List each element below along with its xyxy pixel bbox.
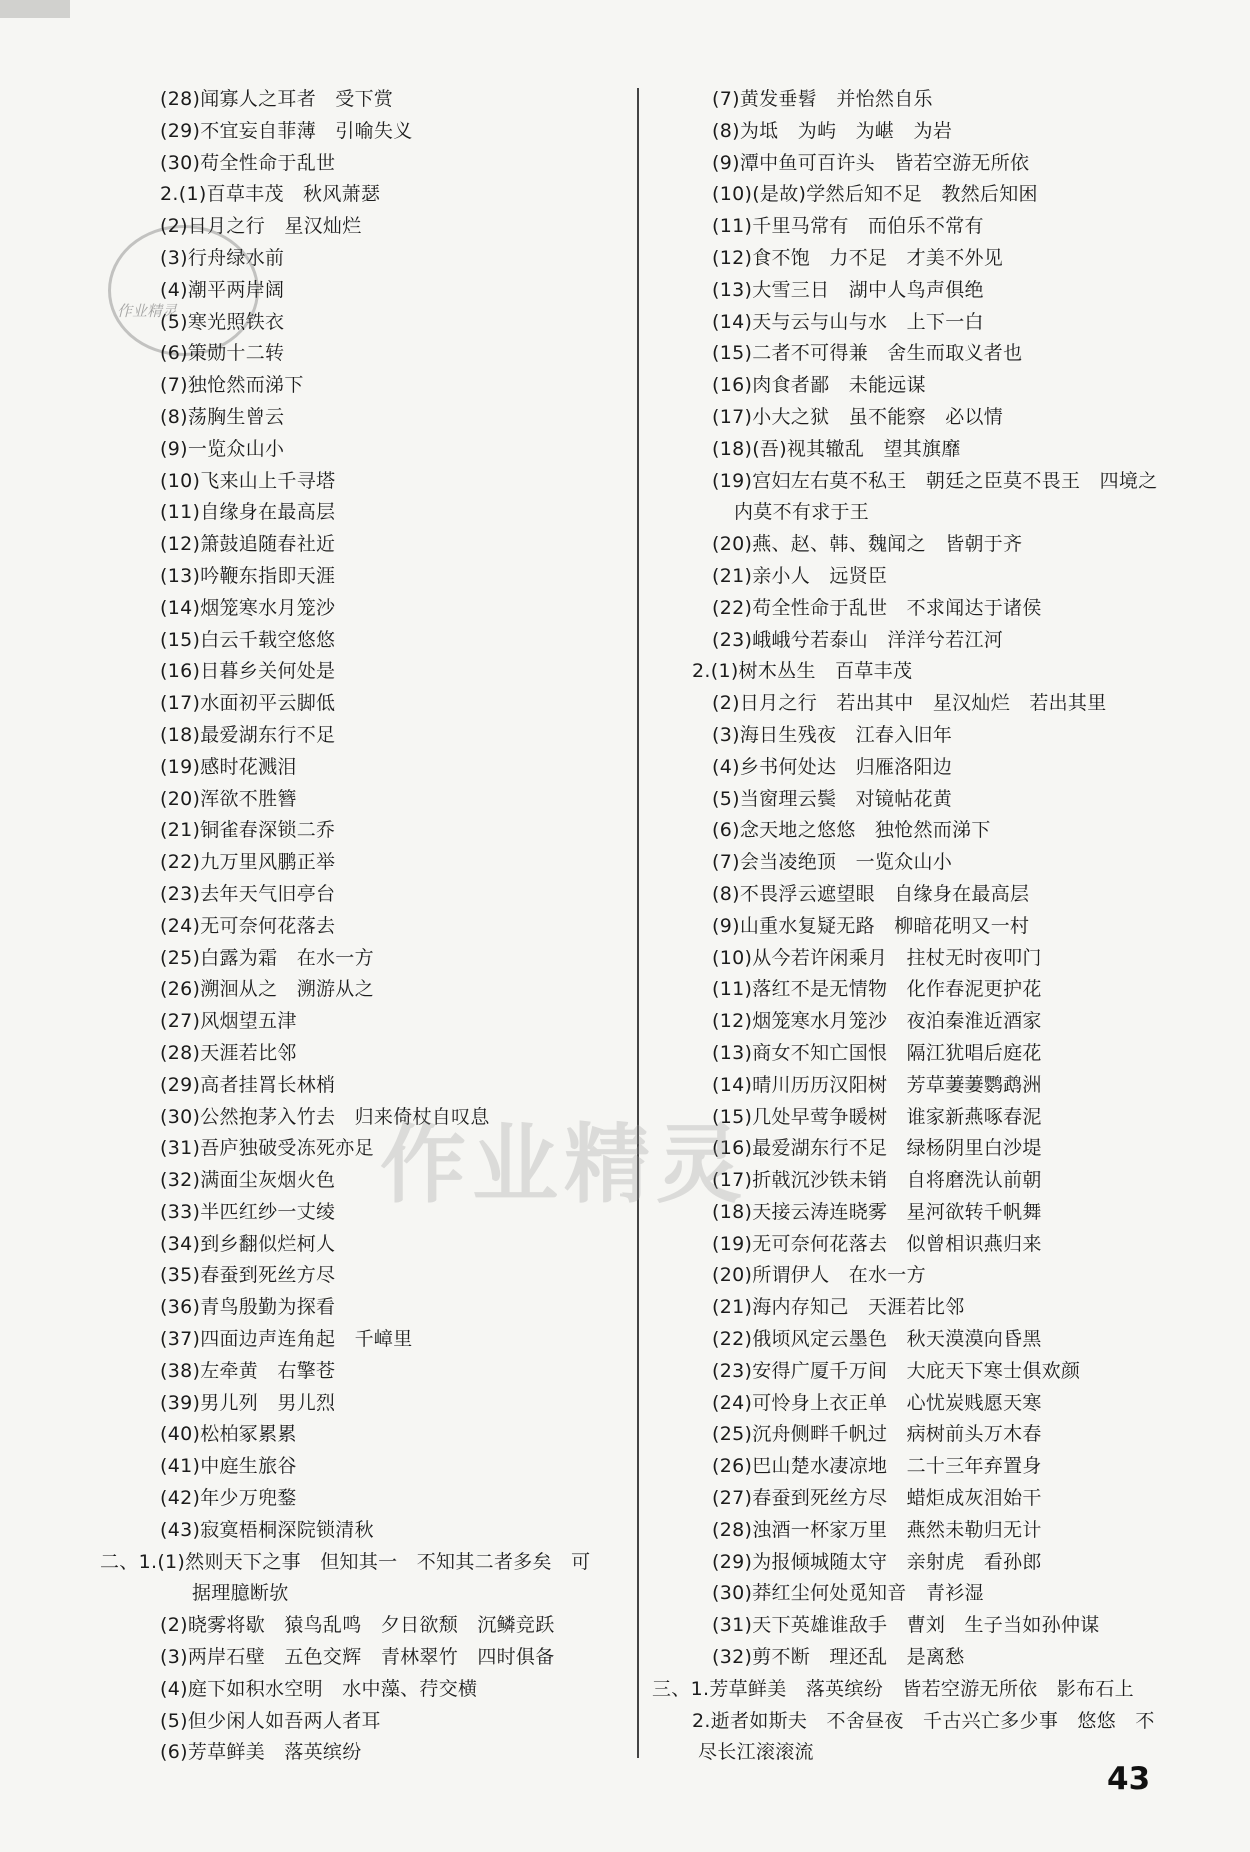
answer-line: (16)最爱湖东行不足 绿杨阴里白沙堤 bbox=[712, 1137, 1042, 1160]
answer-line: (9)潭中鱼可百许头 皆若空游无所依 bbox=[712, 151, 1030, 174]
answer-line: (18)天接云涛连晓雾 星河欲转千帆舞 bbox=[712, 1200, 1042, 1223]
answer-line: (26)溯洄从之 溯游从之 bbox=[160, 978, 374, 1001]
answer-line: (23)去年天气旧亭台 bbox=[160, 882, 336, 905]
answer-line: (10)飞来山上千寻塔 bbox=[160, 469, 336, 492]
answer-line: (3)海日生残夜 江春入旧年 bbox=[712, 723, 953, 746]
answer-line: (17)折戟沉沙铁未销 自将磨洗认前朝 bbox=[712, 1169, 1042, 1192]
answer-line: (4)庭下如积水空明 水中藻、荇交横 bbox=[160, 1677, 478, 1700]
page-number: 43 bbox=[1107, 1761, 1151, 1797]
answer-line: (14)晴川历历汉阳树 芳草萋萋鹦鹉洲 bbox=[712, 1073, 1042, 1096]
answer-line: (18)最爱湖东行不足 bbox=[160, 723, 336, 746]
answer-line: 三、1.芳草鲜美 落英缤纷 皆若空游无所依 影布石上 bbox=[652, 1677, 1134, 1700]
answer-line: (2)日月之行 星汉灿烂 bbox=[160, 215, 362, 238]
answer-line: (42)年少万兜鍪 bbox=[160, 1487, 297, 1510]
answer-line: (11)千里马常有 而伯乐不常有 bbox=[712, 215, 984, 238]
answer-line: (25)沉舟侧畔千帆过 病树前头万木春 bbox=[712, 1423, 1042, 1446]
answer-line: (18)(吾)视其辙乱 望其旗靡 bbox=[712, 437, 961, 460]
answer-line: (43)寂寞梧桐深院锁清秋 bbox=[160, 1518, 374, 1541]
answer-line: (7)会当凌绝顶 一览众山小 bbox=[712, 851, 953, 874]
answer-line: (30)苟全性命于乱世 bbox=[160, 151, 336, 174]
answer-line: (5)当窗理云鬓 对镜帖花黄 bbox=[712, 787, 953, 810]
stamp-logo-text: 作业精灵 bbox=[117, 302, 178, 320]
answer-line: (20)燕、赵、韩、魏闻之 皆朝于齐 bbox=[712, 533, 1023, 556]
answer-line: 2.(1)百草丰茂 秋风萧瑟 bbox=[160, 183, 381, 206]
answer-line: (21)铜雀春深锁二乔 bbox=[160, 819, 336, 842]
answer-line: (8)荡胸生曾云 bbox=[160, 405, 285, 428]
answer-line: (11)落红不是无情物 化作春泥更护花 bbox=[712, 978, 1042, 1001]
answer-line: (27)风烟望五津 bbox=[160, 1010, 297, 1033]
answer-line: 内莫不有求于王 bbox=[734, 501, 870, 524]
answer-line: (3)行舟绿水前 bbox=[160, 246, 285, 269]
answer-line: (26)巴山楚水凄凉地 二十三年弃置身 bbox=[712, 1455, 1042, 1478]
answer-line: (36)青鸟殷勤为探看 bbox=[160, 1296, 336, 1319]
answer-line: (33)半匹红纱一丈绫 bbox=[160, 1200, 336, 1223]
answer-line: (8)为坻 为屿 为嵁 为岩 bbox=[712, 119, 953, 142]
answer-line: (29)为报倾城随太守 亲射虎 看孙郎 bbox=[712, 1550, 1042, 1573]
answer-line: (4)乡书何处达 归雁洛阳边 bbox=[712, 755, 953, 778]
answer-line: (24)无可奈何花落去 bbox=[160, 914, 336, 937]
answer-line: (19)宫妇左右莫不私王 朝廷之臣莫不畏王 四境之 bbox=[712, 469, 1158, 492]
answer-line: 据理臆断欤 bbox=[192, 1582, 289, 1605]
answer-line: (22)苟全性命于乱世 不求闻达于诸侯 bbox=[712, 596, 1042, 619]
answer-line: (29)不宜妄自菲薄 引喻失义 bbox=[160, 119, 413, 142]
answer-line: (23)峨峨兮若泰山 洋洋兮若江河 bbox=[712, 628, 1004, 651]
answer-line: (23)安得广厦千万间 大庇天下寒士俱欢颜 bbox=[712, 1359, 1081, 1382]
answer-line: (5)寒光照铁衣 bbox=[160, 310, 285, 333]
answer-line: (40)松柏冢累累 bbox=[160, 1423, 297, 1446]
answer-line: (22)俄顷风定云墨色 秋天漠漠向昏黑 bbox=[712, 1328, 1042, 1351]
answer-line: (12)箫鼓追随春社近 bbox=[160, 533, 336, 556]
answer-line: (30)莽红尘何处觅知音 青衫湿 bbox=[712, 1582, 984, 1605]
answer-line: (25)白露为霜 在水一方 bbox=[160, 946, 374, 969]
answer-line: (9)山重水复疑无路 柳暗花明又一村 bbox=[712, 914, 1030, 937]
answer-line: (7)独怆然而涕下 bbox=[160, 374, 304, 397]
answer-line: (38)左牵黄 右擎苍 bbox=[160, 1359, 336, 1382]
answer-line: (27)春蚕到死丝方尽 蜡炬成灰泪始干 bbox=[712, 1487, 1042, 1510]
answer-line: (10)从今若许闲乘月 拄杖无时夜叩门 bbox=[712, 946, 1042, 969]
answer-line: (24)可怜身上衣正单 心忧炭贱愿天寒 bbox=[712, 1391, 1042, 1414]
answer-line: (10)(是故)学然后知不足 教然后知困 bbox=[712, 183, 1038, 206]
answer-line: (4)潮平两岸阔 bbox=[160, 278, 285, 301]
answer-line: (5)但少闲人如吾两人者耳 bbox=[160, 1709, 381, 1732]
answer-line: (35)春蚕到死丝方尽 bbox=[160, 1264, 336, 1287]
answer-line: 二、1.(1)然则天下之事 但知其一 不知其二者多矣 可 bbox=[100, 1550, 591, 1573]
watermark: 作业精灵 bbox=[380, 1115, 748, 1215]
answer-line: (30)公然抱茅入竹去 归来倚杖自叹息 bbox=[160, 1105, 490, 1128]
answer-line: 2.逝者如斯夫 不舍昼夜 千古兴亡多少事 悠悠 不 bbox=[692, 1709, 1155, 1732]
answer-line: (28)闻寡人之耳者 受下赏 bbox=[160, 88, 394, 110]
answer-line: (41)中庭生旅谷 bbox=[160, 1455, 297, 1478]
answer-line: 尽长江滚滚流 bbox=[698, 1741, 814, 1764]
answer-line: (19)无可奈何花落去 似曾相识燕归来 bbox=[712, 1232, 1042, 1255]
answer-line: (21)亲小人 远贤臣 bbox=[712, 564, 888, 587]
answer-line: (20)浑欲不胜簪 bbox=[160, 787, 297, 810]
answer-line: (19)感时花溅泪 bbox=[160, 755, 297, 778]
answer-line: (31)吾庐独破受冻死亦足 bbox=[160, 1137, 374, 1160]
answer-line: (9)一览众山小 bbox=[160, 437, 285, 460]
answer-line: (12)烟笼寒水月笼沙 夜泊秦淮近酒家 bbox=[712, 1010, 1042, 1033]
answer-line: (17)小大之狱 虽不能察 必以情 bbox=[712, 405, 1004, 428]
answer-line: (7)黄发垂髫 并怡然自乐 bbox=[712, 88, 933, 110]
answer-line: (32)剪不断 理还乱 是离愁 bbox=[712, 1646, 965, 1669]
answer-line: (28)天涯若比邻 bbox=[160, 1041, 297, 1064]
answer-line: (12)食不饱 力不足 才美不外见 bbox=[712, 246, 1004, 269]
answer-line: (32)满面尘灰烟火色 bbox=[160, 1169, 336, 1192]
answer-line: (16)日暮乡关何处是 bbox=[160, 660, 336, 683]
answer-line: (13)大雪三日 湖中人鸟声俱绝 bbox=[712, 278, 984, 301]
answer-line: (22)九万里风鹏正举 bbox=[160, 851, 336, 874]
answer-line: (3)两岸石壁 五色交辉 青林翠竹 四时俱备 bbox=[160, 1646, 555, 1669]
answer-line: (16)肉食者鄙 未能远谋 bbox=[712, 374, 926, 397]
answer-line: (6)念天地之悠悠 独怆然而涕下 bbox=[712, 819, 991, 842]
answer-line: (11)自缘身在最高层 bbox=[160, 501, 336, 524]
answer-line: 2.(1)树木丛生 百草丰茂 bbox=[692, 660, 913, 683]
left-column bbox=[100, 84, 630, 1769]
answer-line: (14)天与云与山与水 上下一白 bbox=[712, 310, 984, 333]
column-divider bbox=[637, 88, 639, 1758]
right-column bbox=[652, 84, 1172, 1769]
answer-line: (14)烟笼寒水月笼沙 bbox=[160, 596, 336, 619]
answer-line: (2)日月之行 若出其中 星汉灿烂 若出其里 bbox=[712, 692, 1107, 715]
answer-line: (6)策勋十二转 bbox=[160, 342, 285, 365]
answer-line: (2)晓雾将歇 猿鸟乱鸣 夕日欲颓 沉鳞竞跃 bbox=[160, 1614, 555, 1637]
answer-line: (15)白云千载空悠悠 bbox=[160, 628, 336, 651]
answer-line: (6)芳草鲜美 落英缤纷 bbox=[160, 1741, 362, 1764]
answer-line: (39)男儿列 男儿烈 bbox=[160, 1391, 336, 1414]
answer-line: (17)水面初平云脚低 bbox=[160, 692, 336, 715]
answer-line: (29)高者挂罥长林梢 bbox=[160, 1073, 336, 1096]
answer-line: (8)不畏浮云遮望眼 自缘身在最高层 bbox=[712, 882, 1030, 905]
answer-line: (13)商女不知亡国恨 隔江犹唱后庭花 bbox=[712, 1041, 1042, 1064]
answer-line: (21)海内存知己 天涯若比邻 bbox=[712, 1296, 965, 1319]
answer-line: (20)所谓伊人 在水一方 bbox=[712, 1264, 926, 1287]
answer-line: (28)浊酒一杯家万里 燕然未勒归无计 bbox=[712, 1518, 1042, 1541]
answer-line: (13)吟鞭东指即天涯 bbox=[160, 564, 336, 587]
answer-line: (37)四面边声连角起 千嶂里 bbox=[160, 1328, 413, 1351]
answer-line: (15)二者不可得兼 舍生而取义者也 bbox=[712, 342, 1023, 365]
scan-artifact bbox=[0, 0, 70, 18]
answer-line: (31)天下英雄谁敌手 曹刘 生子当如孙仲谋 bbox=[712, 1614, 1100, 1637]
answer-line: (34)到乡翻似烂柯人 bbox=[160, 1232, 336, 1255]
answer-line: (15)几处早莺争暖树 谁家新燕啄春泥 bbox=[712, 1105, 1042, 1128]
